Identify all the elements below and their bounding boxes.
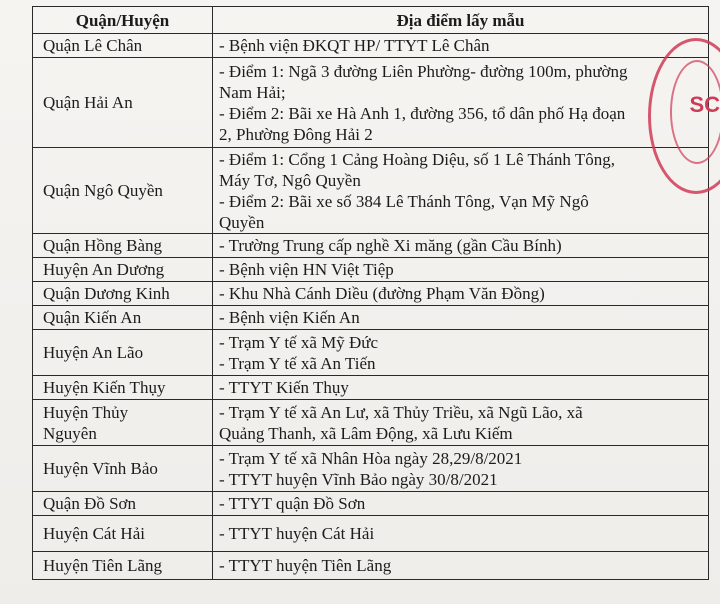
table-row (33, 148, 709, 234)
district-cell: Huyện Kiến Thụy (33, 376, 213, 400)
location-cell: - Bệnh viện HN Việt Tiệp (213, 258, 709, 282)
location-cell: - Khu Nhà Cánh Diều (đường Phạm Văn Đồng) (213, 282, 709, 306)
location-cell: - Trạm Y tế xã Mỹ Đức - Trạm Y tế xã An Tiến (213, 330, 709, 376)
location-cell: - Điểm 1: Cổng 1 Cảng Hoàng Diệu, số 1 Lê Thánh Tông, Máy Tơ, Ngô Quyền - Điểm 2: Bãi xe số 384 Lê Thánh Tông, Vạn Mỹ Ngô Quyền (213, 148, 709, 234)
district-cell: Quận Lê Chân (33, 34, 213, 58)
location-cell: - TTYT huyện Tiên Lãng (213, 552, 709, 580)
location-cell: - Trường Trung cấp nghề Xi măng (gần Cầu Bính) (213, 234, 709, 258)
table-row (33, 234, 709, 258)
district-cell: Huyện Cát Hải (33, 516, 213, 552)
table-row (33, 330, 709, 376)
table-row (33, 34, 709, 58)
stamp-text: SC (689, 92, 720, 117)
table-row (33, 282, 709, 306)
location-cell: - Bệnh viện Kiến An (213, 306, 709, 330)
table-header-row (33, 7, 709, 34)
district-cell: Huyện An Lão (33, 330, 213, 376)
district-cell: Quận Hồng Bàng (33, 234, 213, 258)
header-district: Quận/Huyện (33, 7, 213, 34)
district-cell: Huyện An Dương (33, 258, 213, 282)
district-cell: Huyện Vĩnh Bảo (33, 446, 213, 492)
district-cell: Quận Kiến An (33, 306, 213, 330)
table-row (33, 258, 709, 282)
location-cell: - Trạm Y tế xã Nhân Hòa ngày 28,29/8/2021 - TTYT huyện Vĩnh Bảo ngày 30/8/2021 (213, 446, 709, 492)
district-cell: Quận Hải An (33, 58, 213, 148)
district-cell: Quận Đồ Sơn (33, 492, 213, 516)
location-cell: - TTYT huyện Cát Hải (213, 516, 709, 552)
table-row (33, 446, 709, 492)
table-row (33, 400, 709, 446)
table-row (33, 492, 709, 516)
location-cell: - TTYT Kiến Thụy (213, 376, 709, 400)
table-row (33, 552, 709, 580)
location-cell: - Điểm 1: Ngã 3 đường Liên Phường- đường 100m, phường Nam Hải; - Điểm 2: Bãi xe Hà Anh 1, đường 356, tổ dân phố Hạ đoạn 2, Phường Đông Hải 2 (213, 58, 709, 148)
location-cell: - Trạm Y tế xã An Lư, xã Thủy Triều, xã Ngũ Lão, xã Quảng Thanh, xã Lâm Động, xã Lưu Kiếm (213, 400, 709, 446)
district-cell: Quận Ngô Quyền (33, 148, 213, 234)
table-row (33, 58, 709, 148)
district-cell: Quận Dương Kinh (33, 282, 213, 306)
header-location: Địa điểm lấy mẫu (213, 7, 709, 34)
table-row (33, 376, 709, 400)
location-cell: - TTYT quận Đồ Sơn (213, 492, 709, 516)
table-row (33, 306, 709, 330)
district-cell: Huyện Tiên Lãng (33, 552, 213, 580)
district-cell: Huyện Thủy Nguyên (33, 400, 213, 446)
sampling-locations-table (32, 6, 709, 580)
table-row (33, 516, 709, 552)
location-cell: - Bệnh viện ĐKQT HP/ TTYT Lê Chân (213, 34, 709, 58)
